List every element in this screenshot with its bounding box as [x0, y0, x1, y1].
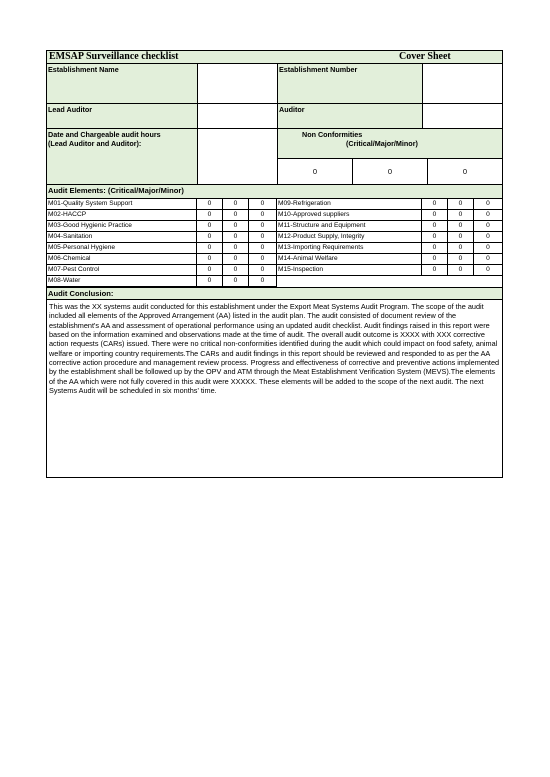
lead-auditor-field[interactable] [197, 104, 277, 129]
auditor-label: Auditor [277, 104, 422, 129]
element-value[interactable]: 0 [474, 199, 502, 210]
cover-sheet-label: Cover Sheet [399, 51, 451, 62]
element-value[interactable]: 0 [223, 232, 249, 243]
auditor-field[interactable] [422, 104, 502, 129]
element-value[interactable]: 0 [249, 232, 277, 243]
element-name: M04-Sanitation [47, 232, 197, 243]
element-row-empty [277, 276, 502, 287]
element-value[interactable]: 0 [197, 265, 223, 276]
date-hours-field[interactable] [197, 129, 277, 185]
element-value[interactable]: 0 [422, 221, 448, 232]
establishment-name-label: Establishment Name [47, 64, 197, 104]
element-value[interactable]: 0 [249, 265, 277, 276]
audit-elements-title: Audit Elements: (Critical/Major/Minor) [47, 185, 502, 199]
establishment-number-field[interactable] [422, 64, 502, 104]
element-name: M14-Animal Welfare [277, 254, 422, 265]
element-value[interactable]: 0 [422, 210, 448, 221]
lead-auditor-label: Lead Auditor [47, 104, 197, 129]
element-value[interactable]: 0 [422, 243, 448, 254]
element-value[interactable]: 0 [422, 265, 448, 276]
element-value[interactable]: 0 [223, 243, 249, 254]
element-value[interactable]: 0 [197, 276, 223, 287]
element-value[interactable]: 0 [474, 254, 502, 265]
element-value[interactable]: 0 [249, 221, 277, 232]
element-value[interactable]: 0 [448, 232, 474, 243]
nc-critical-value[interactable]: 0 [277, 159, 352, 185]
element-value[interactable]: 0 [448, 265, 474, 276]
nc-minor-value[interactable]: 0 [427, 159, 502, 185]
non-conformities-label [277, 129, 502, 159]
element-name: M02-HACCP [47, 210, 197, 221]
element-value[interactable]: 0 [223, 199, 249, 210]
element-name: M03-Good Hygienic Practice [47, 221, 197, 232]
date-hours-label [47, 129, 197, 185]
element-value[interactable]: 0 [249, 276, 277, 287]
element-value[interactable]: 0 [422, 199, 448, 210]
element-value[interactable]: 0 [223, 254, 249, 265]
element-name: M10-Approved suppliers [277, 210, 422, 221]
element-value[interactable]: 0 [249, 254, 277, 265]
element-value[interactable]: 0 [474, 243, 502, 254]
element-value[interactable]: 0 [422, 254, 448, 265]
element-value[interactable]: 0 [448, 199, 474, 210]
element-name: M06-Chemical [47, 254, 197, 265]
element-name: M09-Refrigeration [277, 199, 422, 210]
element-value[interactable]: 0 [474, 210, 502, 221]
element-value[interactable]: 0 [197, 221, 223, 232]
establishment-number-label: Establishment Number [277, 64, 422, 104]
element-value[interactable]: 0 [223, 276, 249, 287]
element-name: M08-Water [47, 276, 197, 287]
element-name: M07-Pest Control [47, 265, 197, 276]
element-name: M13-Importing Requirements [277, 243, 422, 254]
element-name: M12-Product Supply, Integrity [277, 232, 422, 243]
sheet-title: EMSAP Surveillance checklist [49, 51, 179, 62]
element-value[interactable]: 0 [223, 221, 249, 232]
element-name: M15-Inspection [277, 265, 422, 276]
element-value[interactable]: 0 [422, 232, 448, 243]
element-value[interactable]: 0 [197, 199, 223, 210]
element-value[interactable]: 0 [223, 265, 249, 276]
element-value[interactable]: 0 [474, 265, 502, 276]
element-value[interactable]: 0 [448, 254, 474, 265]
nc-major-value[interactable]: 0 [352, 159, 427, 185]
element-value[interactable]: 0 [197, 210, 223, 221]
element-value[interactable]: 0 [249, 210, 277, 221]
element-name: M11-Structure and Equipment [277, 221, 422, 232]
cover-sheet [46, 50, 503, 478]
element-value[interactable]: 0 [223, 210, 249, 221]
date-hours-line2: (Lead Auditor and Auditor): [48, 139, 142, 148]
establishment-name-field[interactable] [197, 64, 277, 104]
audit-conclusion-title: Audit Conclusion: [47, 287, 502, 300]
nc-line2: (Critical/Major/Minor) [346, 139, 418, 148]
element-value[interactable]: 0 [197, 232, 223, 243]
element-value[interactable]: 0 [249, 243, 277, 254]
audit-elements-grid [47, 199, 502, 287]
header-row [47, 51, 502, 64]
audit-conclusion-text[interactable]: This was the XX systems audit conducted for this establishment under the Export Meat Systems Audit Program. The scope of the audit included all elements of the Approved Arrangement (AA) listed in the audit plan. The audit consisted of document review of the establishment's AA and assessment of operational performance using an updated audit checklist. Audit findings raised in this report were based on the information examined and observations made at the time of audit. The overall audit outcome is XXXX with XXX corrective action requests (CARs) issued. There were no critical non-conformities identified during the audit which could impact on food safety, animal welfare or importing country requirements.The CARs and audit findings in this report should be reviewed and responded to as per the AA corrective action procedure and management review process. Progress and effectiveness of corrective and preventive actions implemented by the establishment shall be followed up by the OPV and ATM through the Meat Establishment Verification System (MEVS).The elements of the AA which were not fully covered in this audit were XXXXX. These elements will be added to the scope of the next audit. The next Systems Audit will be scheduled in six months' time. [47, 300, 502, 477]
date-hours-line1: Date and Chargeable audit hours [48, 130, 161, 139]
element-value[interactable]: 0 [448, 243, 474, 254]
element-value[interactable]: 0 [474, 221, 502, 232]
element-name: M05-Personal Hygiene [47, 243, 197, 254]
element-value[interactable]: 0 [474, 232, 502, 243]
element-value[interactable]: 0 [249, 199, 277, 210]
element-value[interactable]: 0 [448, 221, 474, 232]
element-value[interactable]: 0 [448, 210, 474, 221]
element-name: M01-Quality System Support [47, 199, 197, 210]
nc-line1: Non Conformities [302, 130, 363, 139]
element-value[interactable]: 0 [197, 254, 223, 265]
element-value[interactable]: 0 [197, 243, 223, 254]
